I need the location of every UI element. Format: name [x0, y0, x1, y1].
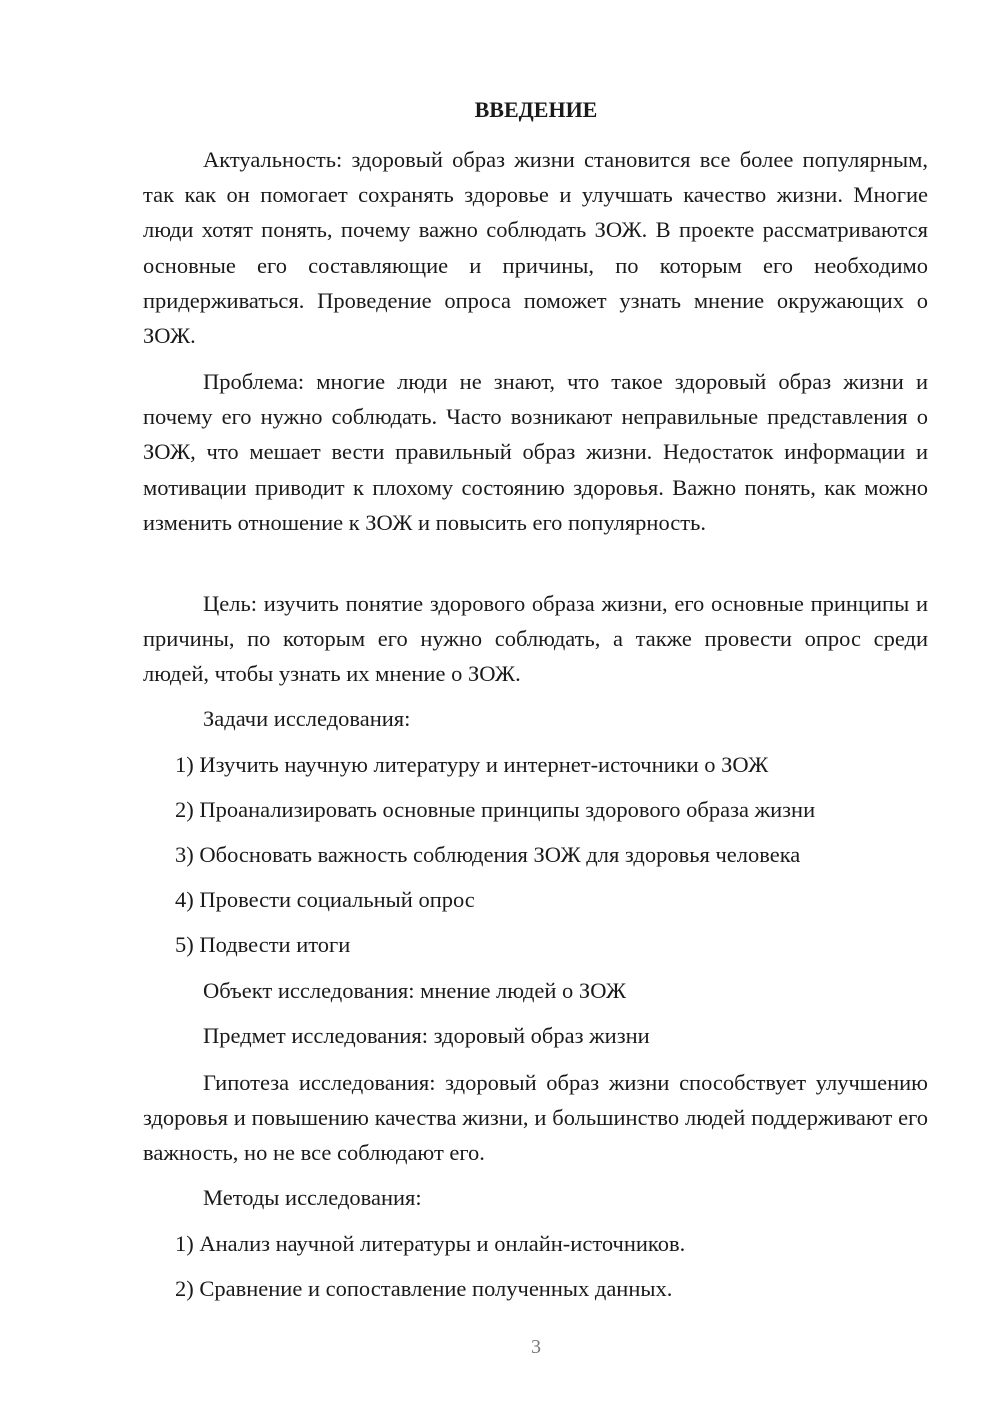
- page-title: ВВЕДЕНИЕ: [474, 97, 598, 122]
- methods-heading: Методы исследования:: [203, 1185, 422, 1210]
- task-item: 4) Провести социальный опрос: [175, 887, 475, 912]
- paragraph-hypothesis: Гипотеза исследования: здоровый образ жизни способствует улучшению здоровья и повышению качества жизни, и большинство людей поддерживают его важность, но не все соблюдают его.: [143, 1070, 928, 1166]
- paragraph-problem: Проблема: многие люди не знают, что такое здоровый образ жизни и почему его нужно соблюдать. Часто возникают неправильные представления о ЗОЖ, что мешает вести правильный образ жизни. Недостаток информации и мотивации приводит к плохому состоянию здоровья. Важно понять, как можно изменить отношение к ЗОЖ и повысить его популярность.: [143, 369, 928, 535]
- tasks-heading: Задачи исследования:: [203, 706, 411, 731]
- task-item: 2) Проанализировать основные принципы здорового образа жизни: [175, 797, 816, 822]
- task-item: 1) Изучить научную литературу и интернет-источники о ЗОЖ: [175, 752, 769, 777]
- research-subject: Предмет исследования: здоровый образ жизни: [203, 1023, 650, 1048]
- research-object: Объект исследования: мнение людей о ЗОЖ: [203, 978, 627, 1003]
- task-item: 3) Обосновать важность соблюдения ЗОЖ для здоровья человека: [175, 842, 801, 867]
- task-item: 5) Подвести итоги: [175, 932, 351, 957]
- paragraph-relevance: Актуальность: здоровый образ жизни становится все более популярным, так как он помогает сохранять здоровье и улучшать качество жизни. Многие люди хотят понять, почему важно соблюдать ЗОЖ. В проекте рассматриваются основные его составляющие и причины, по которым его необходимо придерживаться. Проведение опроса поможет узнать мнение окружающих о ЗОЖ.: [143, 147, 928, 349]
- method-item: 1) Анализ научной литературы и онлайн-источников.: [175, 1231, 686, 1256]
- paragraph-goal: Цель: изучить понятие здорового образа жизни, его основные принципы и причины, по которым его нужно соблюдать, а также провести опрос среди людей, чтобы узнать их мнение о ЗОЖ.: [143, 591, 928, 687]
- method-item: 2) Сравнение и сопоставление полученных данных.: [175, 1276, 673, 1301]
- page-number: 3: [531, 1336, 541, 1358]
